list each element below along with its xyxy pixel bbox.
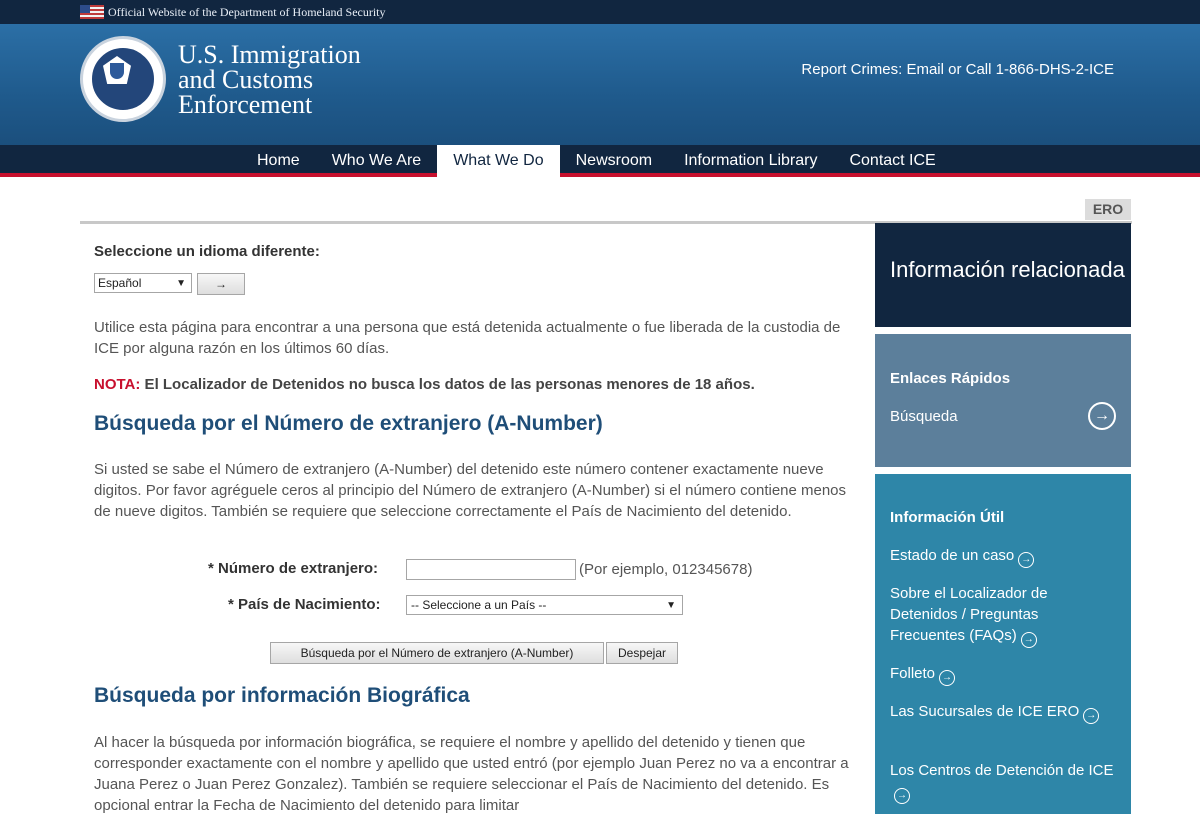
nota-text: El Localizador de Detenidos no busca los datos de las personas menores de 18 años. (140, 376, 755, 393)
language-select[interactable] (94, 273, 192, 293)
useful-link-label: Folleto (890, 665, 936, 682)
useful-link-field-offices[interactable] (890, 701, 1116, 724)
arrow-right-circle-icon[interactable]: → (1088, 402, 1116, 430)
anumber-input[interactable] (406, 559, 576, 580)
site-header (0, 24, 1200, 145)
nav-information-library[interactable]: Information Library (684, 152, 818, 169)
nota-notice (94, 376, 755, 393)
arrow-right-circle-icon: → (1083, 708, 1099, 724)
useful-link-case-status[interactable] (890, 545, 1116, 568)
main-nav (0, 145, 1200, 177)
nav-who-we-are[interactable]: Who We Are (331, 152, 422, 169)
language-selected-value: Español (98, 276, 142, 290)
anumber-example: (Por ejemplo, 012345678) (579, 561, 753, 578)
arrow-right-circle-icon: → (1018, 552, 1034, 568)
useful-link-label: Sobre el Localizador de Detenidos / Preguntas Frecuentes (FAQs) (890, 585, 1048, 644)
useful-link-detention-centers[interactable] (890, 760, 1116, 804)
useful-link-label: Estado de un caso (890, 547, 1015, 564)
useful-info-panel (875, 474, 1131, 814)
report-crimes-link[interactable]: Report Crimes: Email or Call 1-866-DHS-2-ICE (801, 61, 1114, 78)
anumber-search-button[interactable]: Búsqueda por el Número de extranjero (A-Number) (270, 642, 604, 664)
quick-link-busqueda[interactable]: Búsqueda (890, 408, 958, 425)
nota-label: NOTA: (94, 376, 141, 393)
us-flag-icon (80, 5, 104, 19)
agency-name-line-1: U.S. Immigration (178, 40, 361, 69)
dhs-seal-logo[interactable] (80, 36, 166, 122)
arrow-right-circle-icon: → (1021, 632, 1037, 648)
country-select[interactable] (406, 595, 683, 615)
language-go-button[interactable]: → (197, 273, 245, 295)
useful-link-label: Los Centros de Detención de ICE (890, 762, 1114, 779)
section-tag: ERO (1085, 199, 1131, 220)
sidebar-heading: Información relacionada (875, 223, 1131, 327)
arrow-right-circle-icon: → (894, 788, 910, 804)
country-label: * País de Nacimiento: (228, 596, 381, 613)
quick-links-title: Enlaces Rápidos (890, 370, 1011, 387)
anumber-description: Si usted se sabe el Número de extranjero (A-Number) del detenido este número contener exactamente nueve digitos. Por favor agréguele ceros al principio del Número de extranjero (A-Number) si el número contiene menos de nueve digitos. También se requiere que seleccione correctamente el País de Nacimiento del detenido. (94, 461, 847, 520)
chevron-down-icon: ▼ (666, 600, 676, 611)
shield-icon (110, 63, 124, 79)
nav-contact-ice[interactable]: Contact ICE (849, 152, 936, 169)
agency-name-line-2: and Customs (178, 65, 314, 94)
bio-heading: Búsqueda por información Biográfica (94, 684, 470, 707)
country-selected-value: -- Seleccione a un País -- (411, 598, 547, 612)
bio-description: Al hacer la búsqueda por información biográfica, se requiere el nombre y apellido del detenido y tienen que corresponder exactamente con el nombre y apellido que usted entró (por ejemplo Juan Perez no va a encontrar a Juana Perez o Juan Perez Gonzalez). También se requiere seleccionar el País de Nacimiento del detenido. Es opcional entrar la Fecha de Nacimiento del detenido para limitar (94, 734, 849, 814)
useful-link-brochure[interactable] (890, 663, 1116, 686)
nav-home[interactable]: Home (257, 152, 300, 169)
useful-link-faqs[interactable] (890, 583, 1116, 648)
anumber-field-label: * Número de extranjero: (208, 560, 379, 577)
chevron-down-icon: ▼ (176, 278, 186, 289)
gov-banner (0, 0, 1200, 24)
useful-info-title: Información Útil (890, 509, 1005, 526)
intro-text: Utilice esta página para encontrar a una persona que está detenida actualmente o fue liberada de la custodia de ICE por alguna razón en los últimos 60 días. (94, 319, 841, 357)
useful-link-label: Las Sucursales de ICE ERO (890, 703, 1080, 720)
nav-newsroom[interactable]: Newsroom (575, 152, 653, 169)
gov-banner-text: Official Website of the Department of Homeland Security (108, 5, 386, 19)
language-label: Seleccione un idioma diferente: (94, 243, 320, 260)
agency-name[interactable] (178, 42, 361, 117)
agency-name-line-3: Enforcement (178, 90, 313, 119)
anumber-heading: Búsqueda por el Número de extranjero (A-Number) (94, 412, 603, 435)
clear-button[interactable]: Despejar (606, 642, 678, 664)
quick-links-panel (875, 334, 1131, 467)
nav-what-we-do[interactable]: What We Do (437, 145, 559, 177)
arrow-right-circle-icon: → (939, 670, 955, 686)
